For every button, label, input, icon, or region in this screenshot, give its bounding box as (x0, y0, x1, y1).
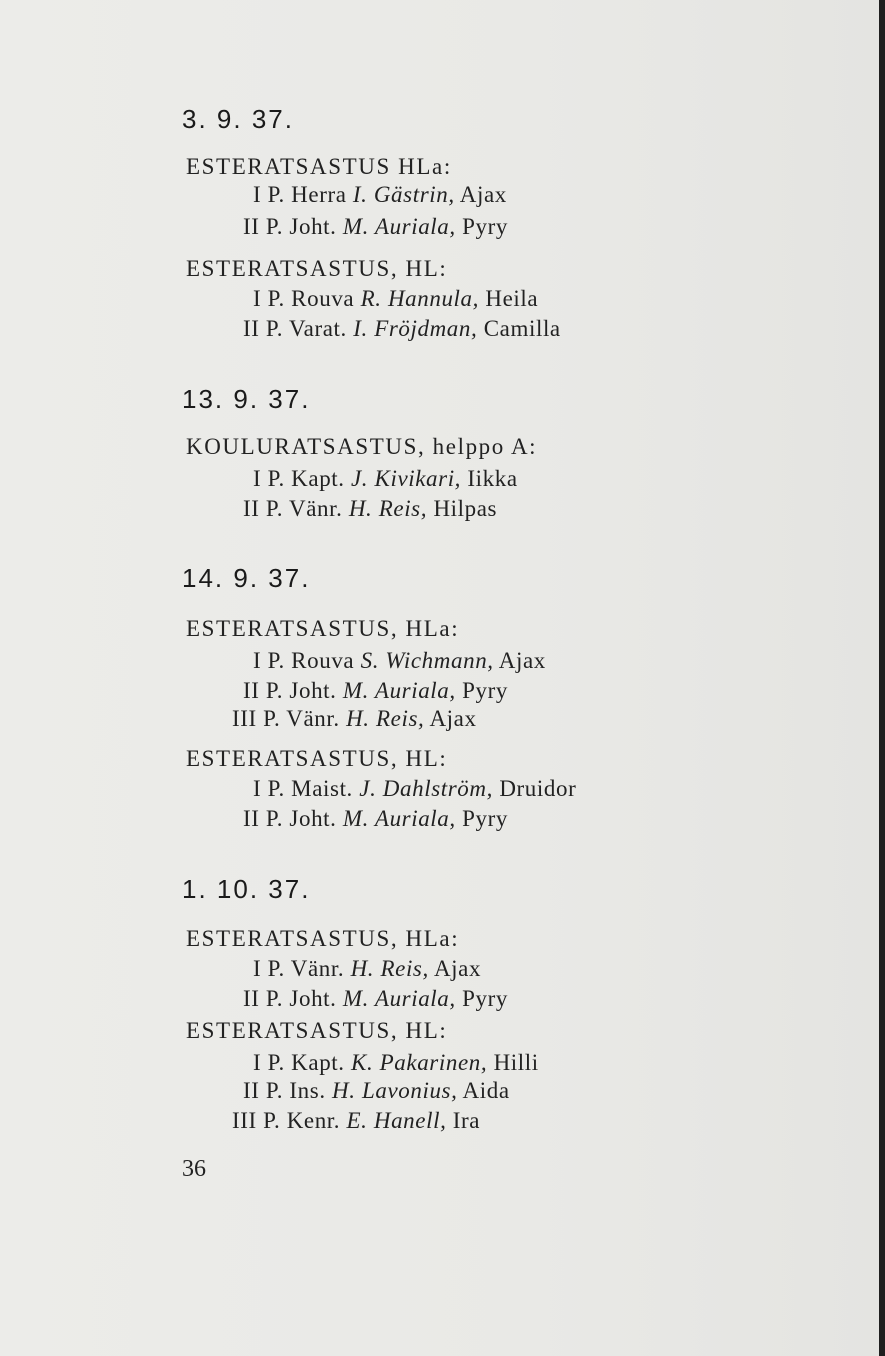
result-row (243, 214, 508, 240)
result-row (243, 1078, 510, 1104)
rider-name: I. Gästrin, (352, 182, 455, 207)
horse-name: Ajax (459, 182, 507, 207)
page-edge-shadow (879, 0, 885, 1356)
rider-name: E. Hanell, (346, 1108, 447, 1133)
placing: II P. (243, 316, 284, 341)
rider-title: Rouva (291, 286, 355, 311)
placing: I P. (253, 182, 285, 207)
placing: I P. (253, 956, 285, 981)
horse-name: Hilli (493, 1050, 539, 1075)
rider-title: Rouva (291, 648, 355, 673)
placing: II P. (243, 806, 284, 831)
rider-name: S. Wichmann, (360, 648, 494, 673)
placing: I P. (253, 648, 285, 673)
class-title: KOULURATSASTUS, helppo A: (186, 434, 538, 459)
result-row (243, 496, 497, 522)
rider-title: Kapt. (291, 1050, 345, 1075)
section-date: 1. 10. 37. (182, 874, 311, 904)
horse-name: Ira (452, 1108, 481, 1133)
rider-name: J. Kivikari, (351, 466, 462, 491)
placing: II P. (243, 214, 284, 239)
rider-name: H. Reis, (348, 496, 428, 521)
result-row (232, 706, 477, 732)
result-row (253, 648, 546, 674)
rider-name: K. Pakarinen, (351, 1050, 488, 1075)
placing: I P. (253, 776, 285, 801)
section-date: 13. 9. 37. (182, 384, 311, 414)
placing: I P. (253, 466, 285, 491)
class-title: ESTERATSASTUS, HL: (186, 1018, 448, 1043)
result-row (243, 986, 508, 1012)
horse-name: Ajax (433, 956, 482, 981)
horse-name: Hilpas (433, 496, 498, 521)
horse-name: Camilla (483, 316, 561, 341)
page-number: 36 (182, 1156, 206, 1182)
placing: III P. (232, 706, 281, 731)
result-row (253, 466, 518, 492)
rider-title: Varat. (289, 316, 347, 341)
rider-title: Ins. (289, 1078, 326, 1103)
horse-name: Ajax (429, 706, 477, 731)
placing: II P. (243, 986, 284, 1011)
result-row (253, 182, 507, 208)
result-row (232, 1108, 480, 1134)
rider-name: J. Dahlström, (359, 776, 493, 801)
result-row (253, 776, 576, 802)
rider-title: Joht. (289, 806, 337, 831)
placing: III P. (232, 1108, 281, 1133)
section-date: 3. 9. 37. (182, 104, 294, 134)
horse-name: Pyry (462, 214, 508, 239)
rider-name: M. Auriala, (342, 678, 456, 703)
placing: I P. (253, 1050, 285, 1075)
rider-name: M. Auriala, (342, 806, 456, 831)
horse-name: Pyry (462, 806, 508, 831)
horse-name: Iikka (467, 466, 518, 491)
class-title: ESTERATSASTUS, HLa: (186, 616, 460, 641)
rider-title: Kapt. (291, 466, 345, 491)
rider-name: H. Lavonius, (332, 1078, 458, 1103)
rider-title: Joht. (289, 986, 337, 1011)
horse-name: Druidor (499, 776, 577, 801)
rider-title: Herra (291, 182, 347, 207)
rider-name: H. Reis, (350, 956, 429, 981)
placing: I P. (253, 286, 285, 311)
placing: II P. (243, 1078, 284, 1103)
result-row (253, 956, 481, 982)
horse-name: Aida (462, 1078, 510, 1103)
horse-name: Pyry (462, 678, 508, 703)
class-title: ESTERATSASTUS, HL: (186, 256, 448, 281)
rider-title: Vänr. (289, 496, 343, 521)
placing: II P. (243, 496, 284, 521)
horse-name: Heila (485, 286, 539, 311)
horse-name: Pyry (462, 986, 508, 1011)
class-title: ESTERATSASTUS, HL: (186, 746, 448, 771)
class-title: ESTERATSASTUS HLa: (186, 154, 452, 179)
result-row (253, 1050, 539, 1076)
result-row (243, 806, 508, 832)
rider-name: M. Auriala, (342, 986, 456, 1011)
rider-title: Joht. (289, 214, 337, 239)
rider-name: M. Auriala, (342, 214, 456, 239)
placing: II P. (243, 678, 284, 703)
rider-title: Kenr. (286, 1108, 341, 1133)
result-row (253, 286, 538, 312)
horse-name: Ajax (498, 648, 546, 673)
rider-name: R. Hannula, (360, 286, 479, 311)
rider-title: Joht. (289, 678, 337, 703)
result-row (243, 316, 561, 342)
class-title: ESTERATSASTUS, HLa: (186, 926, 460, 951)
section-date: 14. 9. 37. (182, 563, 311, 593)
rider-title: Maist. (291, 776, 353, 801)
rider-name: I. Fröjdman, (353, 316, 478, 341)
result-row (243, 678, 508, 704)
rider-title: Vänr. (286, 706, 340, 731)
rider-name: H. Reis, (346, 706, 425, 731)
rider-title: Vänr. (290, 956, 345, 981)
